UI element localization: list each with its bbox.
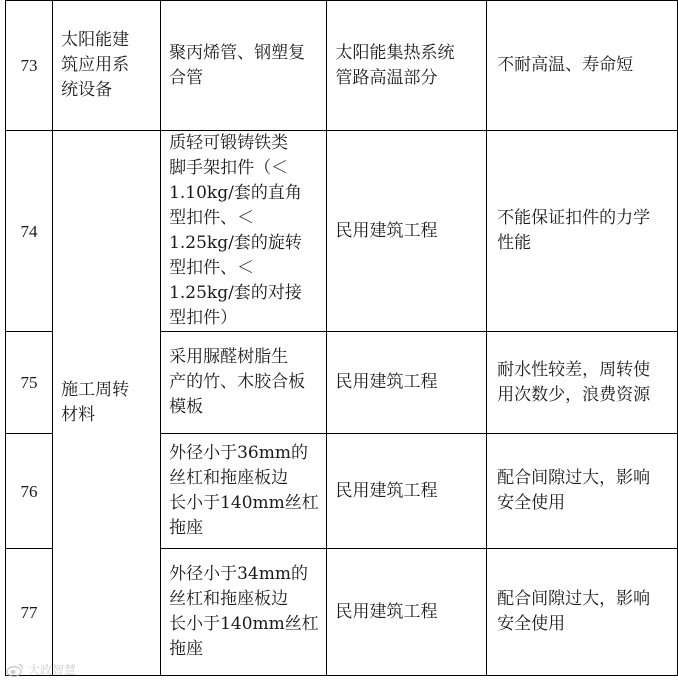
row-number-cell: 73 <box>6 1 53 131</box>
reason-cell: 配合间隙过大，影响 安全使用 <box>487 434 678 549</box>
material-cell: 聚丙烯管、钢塑复 合管 <box>161 1 327 131</box>
material-cell: 外径小于36mm的 丝杠和拖座板边 长小于140mm丝杠 拖座 <box>161 434 327 549</box>
material-cell: 采用脲醛树脂生 产的竹、木胶合板 模板 <box>161 332 327 434</box>
table-row <box>6 131 678 332</box>
scope-cell: 民用建筑工程 <box>327 434 487 549</box>
scope-cell: 民用建筑工程 <box>327 332 487 434</box>
material-cell: 质轻可锻铸铁类 脚手架扣件（＜ 1.10kg/套的直角 型扣件、＜ 1.25kg/套的旋转 型扣件、＜ 1.25kg/套的对接 型扣件） <box>161 131 327 332</box>
scope-cell: 民用建筑工程 <box>327 131 487 332</box>
reason-cell: 不能保证扣件的力学 性能 <box>487 131 678 332</box>
reason-cell: 耐水性较差，周转使 用次数少，浪费资源 <box>487 332 678 434</box>
category-cell: 太阳能建 筑应用系 统设备 <box>53 1 161 131</box>
watermark-text: 大政智慧 <box>28 663 77 677</box>
row-number-cell: 75 <box>6 332 53 434</box>
scope-cell: 民用建筑工程 <box>327 549 487 676</box>
material-cell: 外径小于34mm的 丝杠和拖座板边 长小于140mm丝杠 拖座 <box>161 549 327 676</box>
table-row <box>6 1 678 131</box>
scope-cell: 太阳能集热系统 管路高温部分 <box>327 1 487 131</box>
reason-cell: 不耐高温、寿命短 <box>487 1 678 131</box>
row-number-cell: 74 <box>6 131 53 332</box>
row-number-cell: 77 <box>6 549 53 676</box>
category-cell: 施工周转 材料 <box>53 131 161 676</box>
materials-table <box>5 0 678 676</box>
reason-cell: 配合间隙过大，影响 安全使用 <box>487 549 678 676</box>
row-number-cell: 76 <box>6 434 53 549</box>
